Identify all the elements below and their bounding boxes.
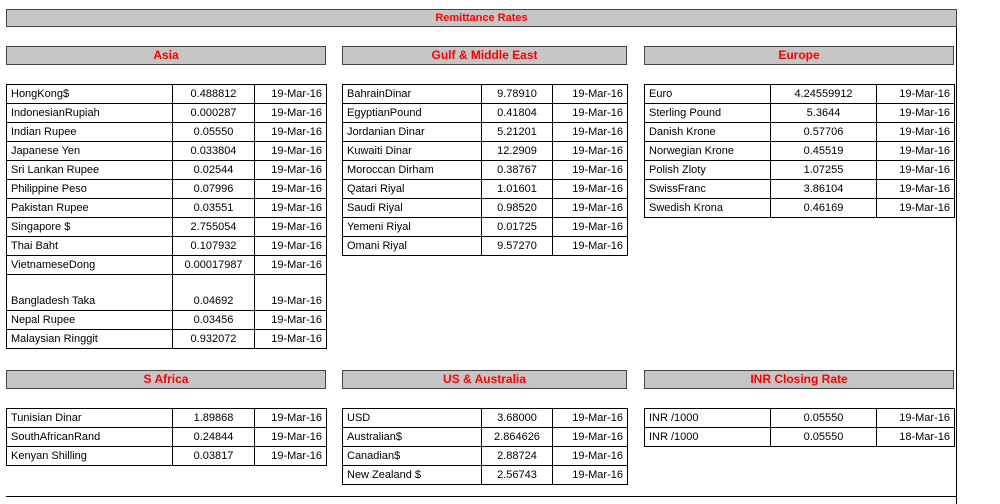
section-header-safrica: S Africa [6, 370, 326, 389]
rate-date: 19-Mar-16 [255, 85, 327, 104]
currency-name: Nepal Rupee [7, 311, 173, 330]
table-row [645, 85, 955, 104]
rate-value: 0.04692 [173, 275, 255, 311]
currency-name: Kenyan Shilling [7, 447, 173, 466]
table-row [343, 409, 628, 428]
rate-date: 19-Mar-16 [877, 409, 955, 428]
table-row [7, 161, 327, 180]
currency-name: Sri Lankan Rupee [7, 161, 173, 180]
currency-name: Saudi Riyal [343, 199, 482, 218]
rate-value: 0.107932 [173, 237, 255, 256]
currency-name: Danish Krone [645, 123, 771, 142]
table-row [343, 466, 628, 485]
section-header-europe: Europe [644, 46, 954, 65]
table-row [7, 85, 327, 104]
table-row [7, 218, 327, 237]
rate-date: 19-Mar-16 [255, 218, 327, 237]
rate-value: 0.01725 [482, 218, 553, 237]
table-row [7, 237, 327, 256]
currency-name: BahrainDinar [343, 85, 482, 104]
rate-value: 1.07255 [771, 161, 877, 180]
rate-value: 2.755054 [173, 218, 255, 237]
table-row [7, 409, 327, 428]
table-row [7, 447, 327, 466]
rate-value: 0.03456 [173, 311, 255, 330]
frame-right-border [956, 27, 957, 504]
rate-date: 19-Mar-16 [877, 180, 955, 199]
rate-value: 0.46169 [771, 199, 877, 218]
rate-value: 1.01601 [482, 180, 553, 199]
rate-value: 2.864626 [482, 428, 553, 447]
table-row [343, 142, 628, 161]
table-row [645, 428, 955, 447]
rate-value: 0.41804 [482, 104, 553, 123]
rate-value: 0.000287 [173, 104, 255, 123]
rate-value: 12.2909 [482, 142, 553, 161]
table-row [7, 275, 327, 311]
rate-date: 19-Mar-16 [255, 142, 327, 161]
section-header-usaus: US & Australia [342, 370, 627, 389]
section-inr [644, 370, 954, 389]
rate-value: 3.68000 [482, 409, 553, 428]
rate-date: 19-Mar-16 [877, 161, 955, 180]
currency-name: VietnameseDong [7, 256, 173, 275]
table-row [343, 447, 628, 466]
table-row [343, 199, 628, 218]
table-row [645, 409, 955, 428]
rate-date: 19-Mar-16 [877, 199, 955, 218]
rate-value: 0.38767 [482, 161, 553, 180]
table-row [7, 142, 327, 161]
currency-name: New Zealand $ [343, 466, 482, 485]
currency-name: Omani Riyal [343, 237, 482, 256]
rate-value: 5.3644 [771, 104, 877, 123]
table-row [343, 123, 628, 142]
rate-date: 19-Mar-16 [255, 161, 327, 180]
table-row [7, 180, 327, 199]
rate-date: 18-Mar-16 [877, 428, 955, 447]
currency-name: Euro [645, 85, 771, 104]
rate-value: 0.03817 [173, 447, 255, 466]
rate-value: 0.05550 [771, 428, 877, 447]
section-header-asia: Asia [6, 46, 326, 65]
table-row [343, 237, 628, 256]
rates-table-usaus [342, 408, 628, 485]
rate-date: 19-Mar-16 [553, 409, 628, 428]
page-title: Remittance Rates [6, 9, 957, 27]
currency-name: Swedish Krona [645, 199, 771, 218]
currency-name: INR /1000 [645, 428, 771, 447]
rate-date: 19-Mar-16 [553, 142, 628, 161]
table-row [343, 104, 628, 123]
table-row [7, 330, 327, 349]
rate-value: 0.57706 [771, 123, 877, 142]
rate-date: 19-Mar-16 [255, 180, 327, 199]
currency-name: Singapore $ [7, 218, 173, 237]
rate-date: 19-Mar-16 [255, 275, 327, 311]
rate-value: 0.488812 [173, 85, 255, 104]
rate-value: 0.05550 [173, 123, 255, 142]
rate-value: 2.88724 [482, 447, 553, 466]
currency-name: Tunisian Dinar [7, 409, 173, 428]
rates-table-safrica [6, 408, 327, 466]
rate-date: 19-Mar-16 [255, 104, 327, 123]
currency-name: Moroccan Dirham [343, 161, 482, 180]
currency-name: USD [343, 409, 482, 428]
rate-date: 19-Mar-16 [255, 237, 327, 256]
rate-value: 0.24844 [173, 428, 255, 447]
table-row [343, 218, 628, 237]
rate-value: 0.45519 [771, 142, 877, 161]
currency-name: HongKong$ [7, 85, 173, 104]
section-asia [6, 46, 326, 65]
currency-name: SwissFranc [645, 180, 771, 199]
currency-name: SouthAfricanRand [7, 428, 173, 447]
rate-value: 0.00017987 [173, 256, 255, 275]
table-row [645, 123, 955, 142]
rate-date: 19-Mar-16 [255, 409, 327, 428]
rate-value: 0.98520 [482, 199, 553, 218]
currency-name: IndonesianRupiah [7, 104, 173, 123]
rate-date: 19-Mar-16 [553, 218, 628, 237]
currency-name: Yemeni Riyal [343, 218, 482, 237]
currency-name: Malaysian Ringgit [7, 330, 173, 349]
table-row [645, 199, 955, 218]
rate-value: 9.57270 [482, 237, 553, 256]
rate-date: 19-Mar-16 [255, 311, 327, 330]
table-row [7, 199, 327, 218]
rate-date: 19-Mar-16 [255, 199, 327, 218]
table-row [645, 161, 955, 180]
currency-name: Sterling Pound [645, 104, 771, 123]
currency-name: Indian Rupee [7, 123, 173, 142]
rate-date: 19-Mar-16 [553, 237, 628, 256]
rate-date: 19-Mar-16 [553, 161, 628, 180]
section-gulf [342, 46, 627, 65]
rate-date: 19-Mar-16 [255, 447, 327, 466]
currency-name: Kuwaiti Dinar [343, 142, 482, 161]
table-row [343, 161, 628, 180]
rate-value: 4.24559912 [771, 85, 877, 104]
rate-date: 19-Mar-16 [553, 447, 628, 466]
section-usaus [342, 370, 627, 389]
table-row [645, 142, 955, 161]
frame-bottom-border [6, 496, 957, 497]
table-row [343, 85, 628, 104]
rates-table-inr [644, 408, 955, 447]
rate-date: 19-Mar-16 [553, 466, 628, 485]
section-safrica [6, 370, 326, 389]
rate-date: 19-Mar-16 [553, 104, 628, 123]
rate-value: 2.56743 [482, 466, 553, 485]
rate-date: 19-Mar-16 [877, 85, 955, 104]
rate-value: 0.932072 [173, 330, 255, 349]
table-row [343, 428, 628, 447]
currency-name: Canadian$ [343, 447, 482, 466]
table-row [7, 104, 327, 123]
currency-name: Philippine Peso [7, 180, 173, 199]
rate-value: 5.21201 [482, 123, 553, 142]
currency-name: Polish Zloty [645, 161, 771, 180]
rate-date: 19-Mar-16 [255, 256, 327, 275]
table-row [645, 104, 955, 123]
currency-name: Bangladesh Taka [7, 275, 173, 311]
rate-date: 19-Mar-16 [553, 85, 628, 104]
rate-date: 19-Mar-16 [877, 104, 955, 123]
rate-date: 19-Mar-16 [553, 199, 628, 218]
rate-date: 19-Mar-16 [877, 123, 955, 142]
currency-name: Qatari Riyal [343, 180, 482, 199]
rate-value: 0.033804 [173, 142, 255, 161]
currency-name: EgyptianPound [343, 104, 482, 123]
currency-name: Australian$ [343, 428, 482, 447]
currency-name: Jordanian Dinar [343, 123, 482, 142]
table-row [7, 123, 327, 142]
rate-date: 19-Mar-16 [553, 123, 628, 142]
rate-date: 19-Mar-16 [255, 123, 327, 142]
rates-table-asia [6, 84, 327, 349]
rate-value: 9.78910 [482, 85, 553, 104]
rate-date: 19-Mar-16 [255, 428, 327, 447]
rate-value: 0.03551 [173, 199, 255, 218]
rate-date: 19-Mar-16 [553, 428, 628, 447]
rate-date: 19-Mar-16 [255, 330, 327, 349]
rates-table-europe [644, 84, 955, 218]
currency-name: Thai Baht [7, 237, 173, 256]
table-row [7, 428, 327, 447]
rate-date: 19-Mar-16 [877, 142, 955, 161]
currency-name: Pakistan Rupee [7, 199, 173, 218]
section-header-gulf: Gulf & Middle East [342, 46, 627, 65]
rate-value: 0.02544 [173, 161, 255, 180]
currency-name: Norwegian Krone [645, 142, 771, 161]
rate-value: 3.86104 [771, 180, 877, 199]
table-row [7, 311, 327, 330]
rate-value: 0.07996 [173, 180, 255, 199]
rates-table-gulf [342, 84, 628, 256]
currency-name: INR /1000 [645, 409, 771, 428]
rate-date: 19-Mar-16 [553, 180, 628, 199]
currency-name: Japanese Yen [7, 142, 173, 161]
table-row [343, 180, 628, 199]
section-europe [644, 46, 954, 65]
table-row [645, 180, 955, 199]
table-row [7, 256, 327, 275]
rate-value: 1.89868 [173, 409, 255, 428]
rate-value: 0.05550 [771, 409, 877, 428]
section-header-inr: INR Closing Rate [644, 370, 954, 389]
